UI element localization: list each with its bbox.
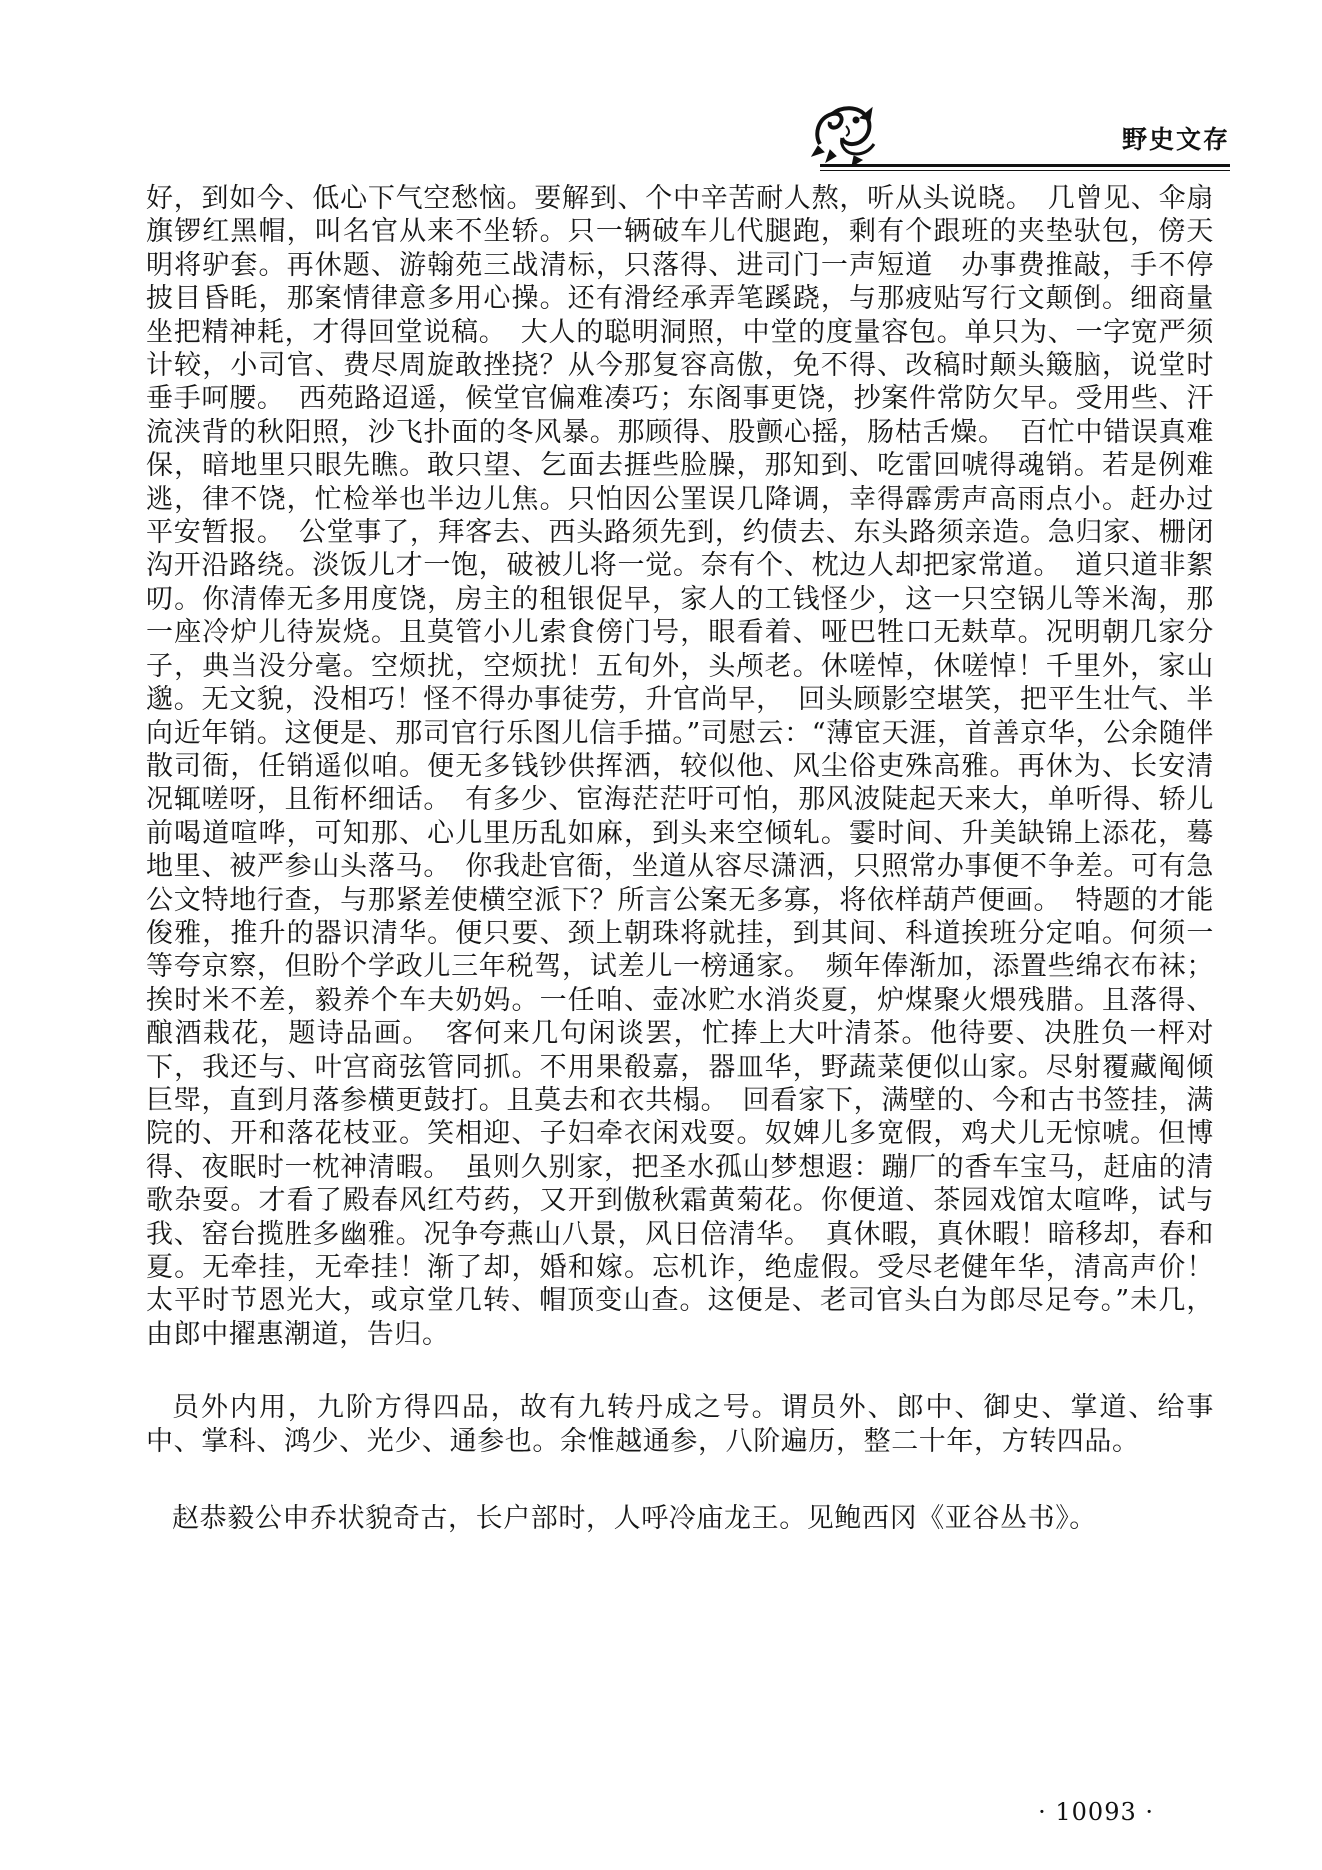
paragraph-yuanwai-ranks: 员外内用，九阶方得四品，故有九转丹成之号。谓员外、郎中、御史、掌道、给事中、掌科、鸿少、光少、通参也。余惟越通参，八阶遍历，整二十年，方转四品。: [146, 1392, 1214, 1457]
series-title: 野史文存: [1121, 125, 1230, 154]
header-rule-thin: [820, 170, 1230, 171]
header-rule: [820, 164, 1230, 167]
body-text: [146, 182, 1242, 1535]
dragon-emblem-icon: [810, 100, 882, 168]
paragraph-poem-continuation: 好，到如今、低心下气空愁恼。要解到、个中辛苦耐人熬，听从头说晓。 几曾见、伞扇旗锣红黑帽，叫名官从来不坐轿。只一辆破车儿代腿跑，剩有个跟班的夹垫驮包，傍天明将驴套。再休题、游翰苑三战清标，只落得、进司门一声短道 办事费推敲，手不停披目昏眊，那案情律意多用心操。还有滑经承弄笔蹊跷，与那疲贴写行文颠倒。细商量坐把精神耗，才得回堂说稿。 大人的聪明洞照，中堂的度量容包。单只为、一字宽严须计较，小司官、费尽周旋敢挫挠？从今那复容高傲，免不得、改稿时颠头簸脑，说堂时垂手呵腰。 西苑路迢遥，候堂官偏难凑巧；东阁事更饶，抄案件常防欠早。受用些、汗流浃背的秋阳照，沙飞扑面的冬风暴。那顾得、股颤心摇，肠枯舌燥。 百忙中错误真难保，暗地里只眼先瞧。敢只望、乞面去捱些脸臊，那知到、吃雷回唬得魂销。若是例难逃，律不饶，忙检举也半边儿焦。只怕因公罣误几降调，幸得霹雳声高雨点小。赶办过平安暂报。 公堂事了，拜客去、西头路须先到，约债去、东头路须亲造。急归家、栅闭沟开沿路绕。淡饭儿才一饱，破被儿将一觉。奈有个、枕边人却把家常道。 道只道非絮叨。你清俸无多用度饶，房主的租银促早，家人的工钱怪少，这一只空锅儿等米淘，那一座冷炉儿待炭烧。且莫管小儿索食傍门号，眼看着、哑巴牲口无麸草。况明朝几家分子，典当没分毫。空烦扰，空烦扰！五旬外，头颅老。休嗟悼，休嗟悼！千里外，家山邈。无文貌，没相巧！怪不得办事徒劳，升官尚早， 回头顾影空堪笑，把平生壮气、半向近年销。这便是、那司官行乐图儿信手描。”司慰云：“薄宦天涯，首善京华，公余随伴散司衙，任销遥似咱。便无多钱钞供挥洒，较似他、风尘俗吏殊高雅。再休为、长安清况辄嗟呀，且衔杯细话。 有多少、宦海茫茫吁可怕，那风波陡起天来大，单听得、轿儿前喝道喧哗，可知那、心儿里历乱如麻，到头来空倾轧。霎时间、升美缺锦上添花，蓦地里、被严参山头落马。 你我赴官衙，坐道从容尽潇洒，只照常办事便不争差。可有急公文特地行查，与那紧差使横空派下？所言公案无多寡，将依样葫芦便画。 特题的才能俊雅，推升的器识清华。便只要、颈上朝珠将就挂，到其间、科道挨班分定咱。何须一等夸京察，但盼个学政儿三年税驾，试差儿一榜通家。 频年俸渐加，添置些绵衣布袜；挨时米不差，毅养个车夫奶妈。一任咱、壶冰贮水消炎夏，炉煤聚火煨残腊。且落得、酿酒栽花，题诗品画。 客何来几句闲谈罢，忙捧上大叶清茶。他待要、决胜负一枰对下，我还与、叶宫商弦管同抓。不用果殽嘉，器皿华，野蔬菜便似山家。尽射覆藏阄倾巨斝，直到月落参横更鼓打。且莫去和衣共榻。 回看家下，满壁的、今和古书签挂，满院的、开和落花枝亚。笑相迎、子妇牵衣闲戏耍。奴婢儿多宽假，鸡犬儿无惊唬。但博得、夜眠时一枕神清暇。 虽则久别家，把圣水孤山梦想遐：蹦厂的香车宝马，赶庙的清歌杂耍。才看了殿春风红芍药，又开到傲秋霜黄菊花。你便道、茶园戏馆太喧哗，试与我、窑台揽胜多幽雅。况争夸燕山八景，风日倍清华。 真休暇，真休暇！暗移却，春和夏。无牵挂，无牵挂！渐了却，婚和嫁。忘机诈，绝虚假。受尽老健年华，清高声价！ 太平时节恩光大，或京堂几转、帽顶变山查。这便是、老司官头白为郎尽足夸。”未几，由郎中擢惠潮道，告归。: [146, 183, 1242, 1350]
page-number: · 10093 ·: [1038, 1798, 1154, 1826]
paragraph-zhao-gongyi: 赵恭毅公申乔状貌奇古，长户部时，人呼冷庙龙王。见鲍西冈《亚谷丛书》。: [172, 1503, 1097, 1535]
page-header: [810, 100, 1230, 170]
